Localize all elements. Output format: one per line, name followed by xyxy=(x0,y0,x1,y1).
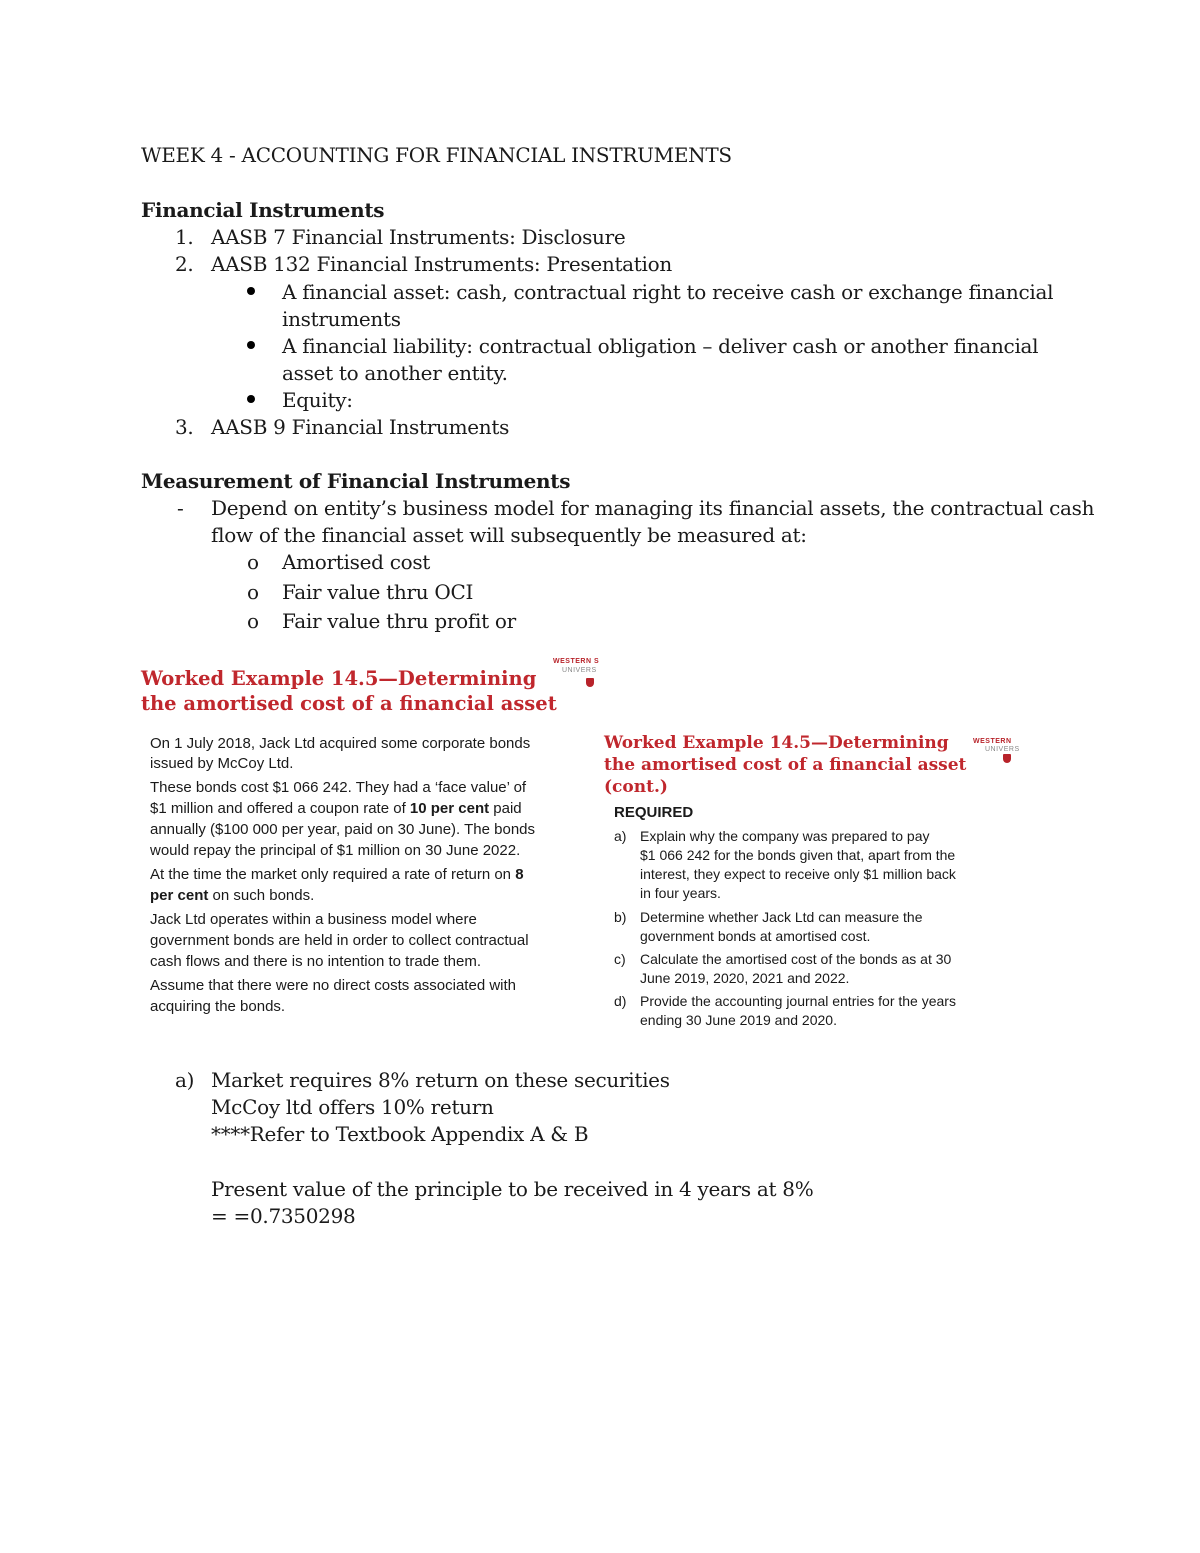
list-number-1: 1. xyxy=(175,225,194,249)
list-number-2: 2. xyxy=(175,252,194,276)
page-title: WEEK 4 - ACCOUNTING FOR FINANCIAL INSTRUMENTS xyxy=(141,143,732,167)
answer-formula: = =0.7350298 xyxy=(211,1204,356,1228)
slide-text: Calculate the amortised cost of the bonds as at 30 xyxy=(640,951,952,967)
answer-line: Present value of the principle to be received in 4 years at 8% xyxy=(211,1177,814,1201)
university-logo-text: WESTERN xyxy=(973,738,1012,745)
bullet-equity: Equity: xyxy=(282,388,353,412)
sub-item-fvoci: Fair value thru OCI xyxy=(282,580,474,604)
slide-text: $1 066 242 for the bonds given that, apart from the xyxy=(640,847,956,863)
sub-marker: o xyxy=(247,550,259,574)
sub-marker: o xyxy=(247,609,259,633)
slide-title-line2: the amortised cost of a financial asset xyxy=(141,692,557,715)
slide-worked-example xyxy=(140,655,600,1025)
university-logo-subtext: UNIVERS xyxy=(985,746,1020,753)
answer-line: McCoy ltd offers 10% return xyxy=(211,1095,494,1119)
university-logo-text: WESTERN S xyxy=(553,658,600,665)
question-marker: b) xyxy=(614,909,627,925)
slide-text: government bonds are held in order to collect contractual xyxy=(150,932,529,949)
bullet-financial-liability: A financial liability: contractual obligation – deliver cash or another financial xyxy=(282,334,1039,358)
bullet-icon xyxy=(247,287,255,295)
question-marker: a) xyxy=(614,828,627,844)
question-marker: c) xyxy=(614,951,626,967)
slide-text: would repay the principal of $1 million on 30 June 2022. xyxy=(150,842,521,859)
required-heading: REQUIRED xyxy=(614,804,694,821)
university-shield-icon xyxy=(1003,754,1011,763)
university-shield-icon xyxy=(586,678,594,687)
question-marker: d) xyxy=(614,993,627,1009)
section-heading-financial-instruments: Financial Instruments xyxy=(141,198,385,222)
sub-marker: o xyxy=(247,580,259,604)
bullet-icon xyxy=(247,341,255,349)
slide-text: Determine whether Jack Ltd can measure the xyxy=(640,909,923,925)
slide-text: per cent on such bonds. xyxy=(150,887,315,904)
sub-item-amortised-cost: Amortised cost xyxy=(282,550,431,574)
sub-item-fvtpl: Fair value thru profit or xyxy=(282,609,516,633)
slide-text: interest, they expect to receive only $1 million back xyxy=(640,866,956,882)
slide-text: Explain why the company was prepared to pay xyxy=(640,828,930,844)
measurement-paragraph-line1: Depend on entity’s business model for managing its financial assets, the contractual cash xyxy=(211,496,1095,520)
list-item-aasb132: AASB 132 Financial Instruments: Presentation xyxy=(211,252,672,276)
slide-text: At the time the market only required a rate of return on 8 xyxy=(150,866,524,883)
list-number-3: 3. xyxy=(175,415,194,439)
slide-text: annually ($100 000 per year, paid on 30 June). The bonds xyxy=(150,821,536,838)
slide-text: cash flows and there is no intention to trade them. xyxy=(150,953,482,970)
dash-marker: - xyxy=(177,496,184,520)
bullet-financial-asset-cont: instruments xyxy=(282,307,401,331)
slide-text: ending 30 June 2019 and 2020. xyxy=(640,1012,837,1028)
slide-title-line3: (cont.) xyxy=(604,777,668,797)
slide-text: Assume that there were no direct costs associated with xyxy=(150,977,517,994)
list-item-aasb7: AASB 7 Financial Instruments: Disclosure xyxy=(211,225,626,249)
slide-worked-example-cont xyxy=(603,728,1023,1038)
slide-text: These bonds cost $1 066 242. They had a ‘face value’ of xyxy=(150,779,527,796)
slide-text: Jack Ltd operates within a business model where xyxy=(150,911,477,928)
answer-line: ****Refer to Textbook Appendix A & B xyxy=(211,1122,589,1146)
slide-text: On 1 July 2018, Jack Ltd acquired some corporate bonds xyxy=(150,735,531,752)
answer-marker: a) xyxy=(175,1068,195,1092)
slide-text: in four years. xyxy=(640,885,721,901)
slide-title-line2: the amortised cost of a financial asset xyxy=(604,755,967,775)
slide-text: Provide the accounting journal entries for the years xyxy=(640,993,956,1009)
answer-line: Market requires 8% return on these securities xyxy=(211,1068,670,1092)
bullet-icon xyxy=(247,395,255,403)
section-heading-measurement: Measurement of Financial Instruments xyxy=(141,469,571,493)
measurement-paragraph-line2: flow of the financial asset will subsequently be measured at: xyxy=(211,523,807,547)
slide-text: issued by McCoy Ltd. xyxy=(150,755,294,772)
list-item-aasb9: AASB 9 Financial Instruments xyxy=(211,415,510,439)
slide-text: government bonds at amortised cost. xyxy=(640,928,871,944)
slide-text: acquiring the bonds. xyxy=(150,998,286,1015)
slide-text: June 2019, 2020, 2021 and 2022. xyxy=(640,970,850,986)
slide-title-line1: Worked Example 14.5—Determining xyxy=(604,733,949,753)
bullet-financial-asset: A financial asset: cash, contractual right to receive cash or exchange financial xyxy=(282,280,1054,304)
slide-text: $1 million and offered a coupon rate of 10 per cent paid xyxy=(150,800,522,817)
university-logo-subtext: UNIVERS xyxy=(562,667,597,674)
bullet-financial-liability-cont: asset to another entity. xyxy=(282,361,508,385)
slide-title-line1: Worked Example 14.5—Determining xyxy=(141,667,537,690)
